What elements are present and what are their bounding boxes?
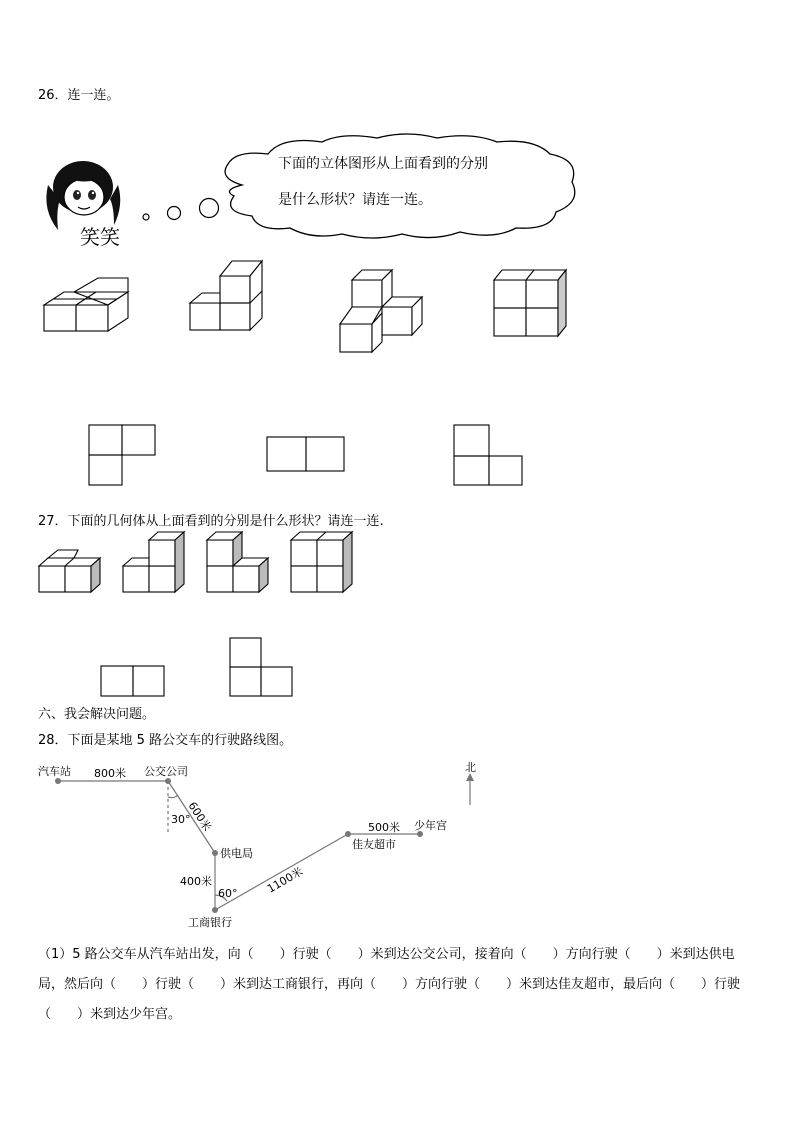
- q27-solid-4: [291, 532, 352, 592]
- stop-dot-qiche: [55, 778, 61, 784]
- q26-view-2: [267, 437, 344, 471]
- character-label: 笑笑: [80, 225, 120, 249]
- q26-solid-4: [494, 270, 566, 336]
- q26-view-3: [454, 425, 522, 485]
- label-jiayou: 佳友超市: [352, 838, 396, 851]
- speech-cloud: [212, 130, 584, 242]
- label-shaonian: 少年宫: [414, 819, 447, 832]
- section6-title: 六、我会解决问题。: [38, 707, 156, 722]
- q27-title: 27．下面的几何体从上面看到的分别是什么形状？请连一连.: [38, 514, 384, 529]
- stop-dot-gongdian: [212, 850, 218, 856]
- stop-dot-gongjiao: [165, 778, 171, 784]
- label-dist-400: 400米: [180, 875, 212, 888]
- q26-top-views: [86, 422, 536, 488]
- q27-view-2: [230, 638, 292, 696]
- thought-dots: [138, 195, 223, 225]
- q27-solid-1: [39, 550, 100, 592]
- angle-arc-30: [168, 795, 178, 798]
- label-dist-500: 500米: [368, 821, 400, 834]
- label-dist-600: 600米: [185, 799, 214, 834]
- bubble-line-1: 下面的立体图形从上面看到的分别: [278, 156, 488, 172]
- label-dist-800: 800米: [94, 767, 126, 780]
- q26-view-1: [89, 425, 155, 485]
- label-gongdian: 供电局: [220, 847, 253, 860]
- label-gongshang: 工商银行: [188, 916, 232, 929]
- label-angle-30: 30°: [171, 813, 191, 826]
- q27-solid-2: [123, 532, 184, 592]
- q26-solid-1: [44, 278, 128, 331]
- label-north: 北: [465, 761, 476, 774]
- bubble-line-2: 是什么形状？请连一连。: [278, 192, 432, 208]
- stop-dot-jiayou: [345, 831, 351, 837]
- q26-solids: [40, 258, 600, 358]
- label-qiche: 汽车站: [38, 765, 71, 778]
- q26-solid-3: [340, 270, 422, 352]
- q27-solid-3: [207, 532, 268, 592]
- route-map: [30, 755, 500, 935]
- north-arrowhead-icon: [466, 773, 474, 781]
- label-gongjiao: 公交公司: [144, 765, 188, 778]
- stop-dot-gongshang: [212, 907, 218, 913]
- q27-view-1: [101, 666, 164, 696]
- q26-title: 26．连一连。: [38, 88, 120, 103]
- label-angle-60: 60°: [218, 887, 238, 900]
- q28-title: 28．下面是某地 5 路公交车的行驶路线图。: [38, 733, 293, 748]
- label-dist-1100: 1100米: [265, 864, 306, 896]
- q27-top-views: [98, 636, 298, 700]
- q28-sub1: （1）5 路公交车从汽车站出发，向（ ）行驶（ ）米到达公交公司，接着向（ ）方向行驶（ ）米到达供电局，然后向（ ）行驶（ ）米到达工商银行，再向（ ）方向行驶（ ）米到达佳友超市，最后向（ ）行驶（ ）米到达少年宫。: [38, 947, 741, 1022]
- q27-solids: [36, 530, 356, 596]
- q26-solid-2: [190, 261, 262, 330]
